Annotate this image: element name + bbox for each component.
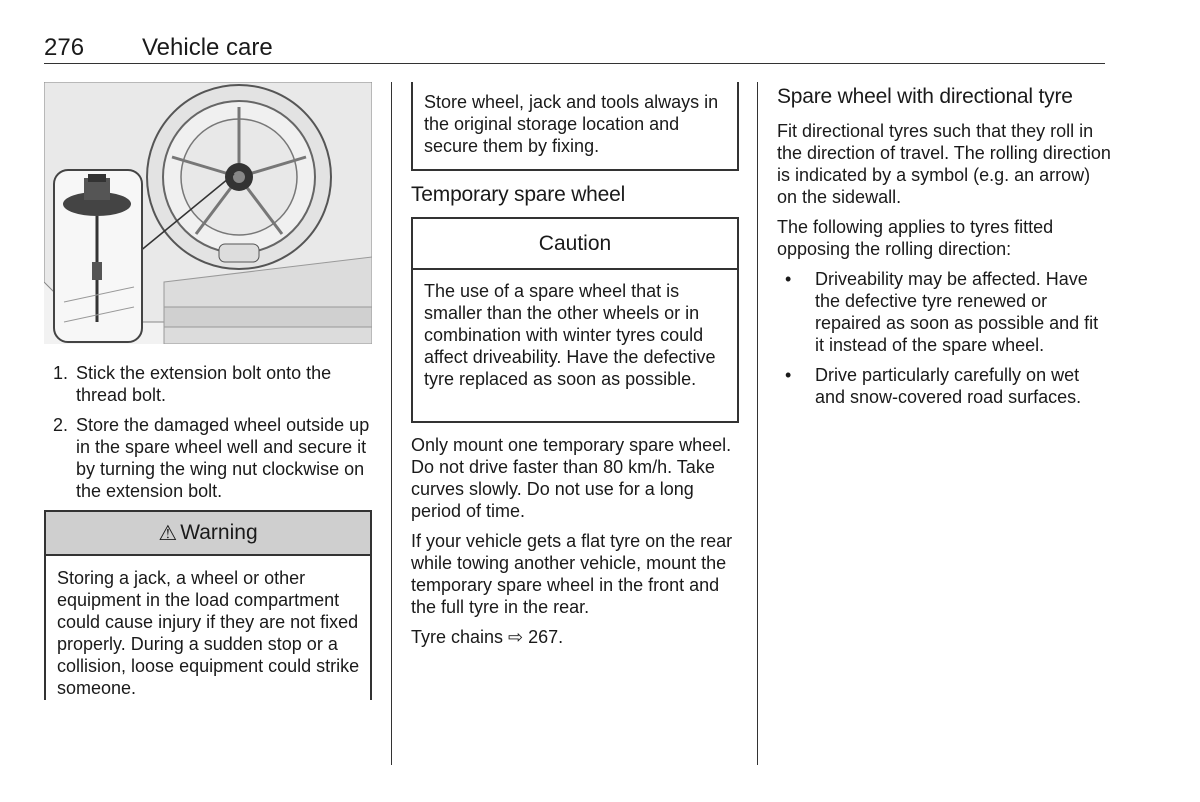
caution-box bbox=[411, 217, 739, 423]
header-rule bbox=[44, 63, 1105, 64]
step-number: 1. bbox=[53, 363, 69, 383]
bullet-text: Driveability may be affected. Have the defective tyre renewed or repaired as soon as possible and fit it instead of the spare wheel. bbox=[815, 269, 1099, 355]
caution-text: The use of a spare wheel that is smaller than the other wheels or in combination with winter tyres could affect driveability. Have the defective tyre replaced as soon as possible. bbox=[424, 281, 716, 389]
paragraph: Only mount one temporary spare wheel. Do not drive faster than 80 km/h. Take curves slowly. Do not use for a long period of time. bbox=[411, 435, 732, 521]
warning-icon: ⚠ bbox=[158, 521, 178, 545]
temp-spare-heading: Temporary spare wheel bbox=[411, 183, 626, 206]
steps-section bbox=[44, 362, 376, 510]
paragraph: Fit directional tyres such that they roll in the direction of travel. The rolling direction is indicated by a symbol (e.g. an arrow) on the sidewall. bbox=[777, 121, 1111, 207]
column-divider-1 bbox=[391, 82, 392, 765]
store-note-box bbox=[411, 82, 739, 171]
store-note-text: Store wheel, jack and tools always in the original storage location and secure them by fixing. bbox=[424, 92, 719, 156]
temp-spare-text bbox=[411, 434, 741, 656]
section-title: Vehicle care bbox=[142, 34, 273, 61]
list-item bbox=[777, 268, 1112, 356]
bullet-text: Drive particularly carefully on wet and snow-covered road surfaces. bbox=[815, 365, 1082, 407]
page-number: 276 bbox=[44, 34, 85, 61]
step-number: 2. bbox=[53, 415, 69, 435]
spare-wheel-well-illustration bbox=[44, 82, 372, 344]
column-divider-2 bbox=[757, 82, 758, 765]
directional-heading: Spare wheel with directional tyre bbox=[777, 85, 1073, 108]
warning-header bbox=[44, 510, 372, 556]
cross-reference: Tyre chains ⇨ 267. bbox=[411, 627, 564, 647]
paragraph: If your vehicle gets a flat tyre on the rear while towing another vehicle, mount the temporary spare wheel in the front and the full tyre in the rear. bbox=[411, 531, 733, 617]
step-text: Stick the extension bolt onto the thread bolt. bbox=[76, 363, 332, 405]
bullet-list bbox=[777, 268, 1112, 408]
steps-list bbox=[44, 362, 376, 502]
list-item bbox=[777, 364, 1112, 408]
paragraph: The following applies to tyres fitted opposing the rolling direction: bbox=[777, 217, 1054, 259]
directional-text bbox=[777, 120, 1112, 416]
caution-header bbox=[413, 219, 737, 270]
bullet: • bbox=[785, 365, 792, 385]
bullet: • bbox=[785, 269, 792, 289]
list-item bbox=[44, 362, 376, 406]
warning-body bbox=[44, 556, 372, 700]
caution-body bbox=[413, 270, 737, 390]
warning-text: Storing a jack, a wheel or other equipment in the load compartment could cause injury if they are not fixed properly. During a sudden stop or a collision, loose equipment could strike someone. bbox=[57, 568, 360, 698]
step-text: Store the damaged wheel outside up in the spare wheel well and secure it by turning the wing nut clockwise on the extension bolt. bbox=[76, 415, 370, 501]
list-item bbox=[44, 414, 376, 502]
caution-title: Caution bbox=[538, 231, 612, 255]
page-header bbox=[44, 34, 273, 62]
warning-title: Warning bbox=[180, 521, 258, 544]
warning-box bbox=[44, 510, 372, 700]
